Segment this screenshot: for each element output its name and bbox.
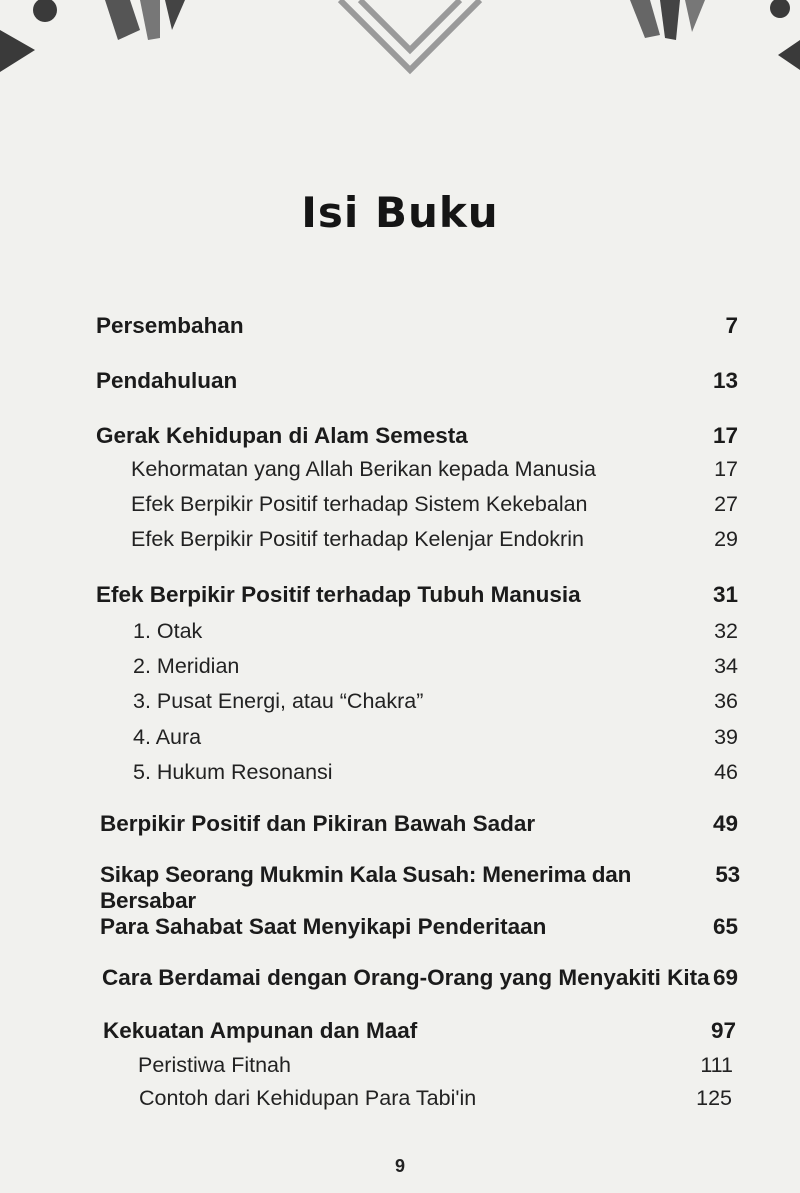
toc-subentry-page: 46 bbox=[714, 760, 738, 784]
toc-entry[interactable] bbox=[103, 1018, 736, 1044]
toc-entry-page: 49 bbox=[712, 811, 738, 836]
toc-entry-label: Sikap Seorang Mukmin Kala Susah: Menerima dan Bersabar bbox=[100, 862, 632, 913]
toc-entry-page: 65 bbox=[712, 914, 738, 939]
toc-subentry-page: 32 bbox=[714, 619, 738, 643]
toc-subentry-page: 34 bbox=[714, 654, 738, 678]
toc-entry-label: Para Sahabat Saat Menyikapi Penderitaan bbox=[100, 914, 547, 939]
toc-entry-label: Berpikir Positif dan Pikiran Bawah Sadar bbox=[100, 811, 536, 836]
toc-entry-label: Cara Berdamai dengan Orang-Orang yang Menyakiti Kita bbox=[102, 965, 710, 990]
toc-subentry-page: 111 bbox=[700, 1053, 733, 1077]
toc-entry[interactable] bbox=[102, 965, 738, 991]
toc-subentry[interactable] bbox=[131, 456, 738, 482]
toc-subentry[interactable] bbox=[133, 618, 738, 644]
toc-entry[interactable] bbox=[96, 423, 738, 449]
toc-subentry[interactable] bbox=[133, 688, 738, 714]
toc-entry-page: 97 bbox=[710, 1018, 736, 1043]
toc-subentry-label: 3. Pusat Energi, atau “Chakra” bbox=[133, 689, 424, 713]
toc-entry[interactable] bbox=[100, 862, 740, 914]
toc-subentry-label: Efek Berpikir Positif terhadap Sistem Kekebalan bbox=[131, 492, 588, 516]
toc-entry-page: 13 bbox=[712, 368, 738, 393]
toc-subentry[interactable] bbox=[138, 1052, 733, 1078]
toc-entry-label: Efek Berpikir Positif terhadap Tubuh Manusia bbox=[96, 582, 581, 607]
toc-subentry-label: 2. Meridian bbox=[133, 654, 240, 678]
toc-subentry-page: 27 bbox=[714, 492, 738, 516]
toc-entry-page: 7 bbox=[725, 313, 738, 338]
toc-subentry[interactable] bbox=[131, 491, 738, 517]
toc-entry-page: 17 bbox=[712, 423, 738, 448]
toc-subentry[interactable] bbox=[133, 724, 738, 750]
toc-subentry-page: 125 bbox=[696, 1086, 732, 1110]
page-number: 9 bbox=[394, 1156, 405, 1176]
toc-entry[interactable] bbox=[96, 582, 738, 608]
toc-subentry[interactable] bbox=[131, 526, 738, 552]
toc-subentry-page: 39 bbox=[714, 725, 738, 749]
toc-entry-page: 69 bbox=[712, 965, 738, 990]
toc-entry[interactable] bbox=[100, 914, 738, 940]
toc-subentry-label: Peristiwa Fitnah bbox=[138, 1053, 291, 1077]
toc-entry-label: Pendahuluan bbox=[96, 368, 238, 393]
toc-entry-page: 53 bbox=[715, 862, 740, 887]
toc-subentry[interactable] bbox=[139, 1085, 732, 1111]
toc-entry[interactable] bbox=[96, 313, 738, 339]
toc-subentry-page: 29 bbox=[714, 527, 738, 551]
toc-subentry-label: Kehormatan yang Allah Berikan kepada Manusia bbox=[131, 457, 596, 481]
toc-subentry[interactable] bbox=[133, 759, 738, 785]
toc-subentry-label: 5. Hukum Resonansi bbox=[133, 760, 333, 784]
toc-subentry[interactable] bbox=[133, 653, 738, 679]
toc-entry[interactable] bbox=[96, 368, 738, 394]
page-title: Isi Buku bbox=[301, 188, 499, 238]
toc-entry-label: Persembahan bbox=[96, 313, 244, 338]
toc-subentry-page: 17 bbox=[714, 457, 738, 481]
toc-entry-page: 31 bbox=[712, 582, 738, 607]
toc-subentry-label: Contoh dari Kehidupan Para Tabi'in bbox=[139, 1086, 477, 1110]
toc-subentry-page: 36 bbox=[714, 689, 738, 713]
toc-subentry-label: 1. Otak bbox=[133, 619, 203, 643]
toc-entry[interactable] bbox=[100, 811, 738, 837]
toc-entry-label: Gerak Kehidupan di Alam Semesta bbox=[96, 423, 468, 448]
toc-entry-label: Kekuatan Ampunan dan Maaf bbox=[103, 1018, 418, 1043]
toc-subentry-label: 4. Aura bbox=[133, 725, 202, 749]
toc-subentry-label: Efek Berpikir Positif terhadap Kelenjar Endokrin bbox=[131, 527, 584, 551]
